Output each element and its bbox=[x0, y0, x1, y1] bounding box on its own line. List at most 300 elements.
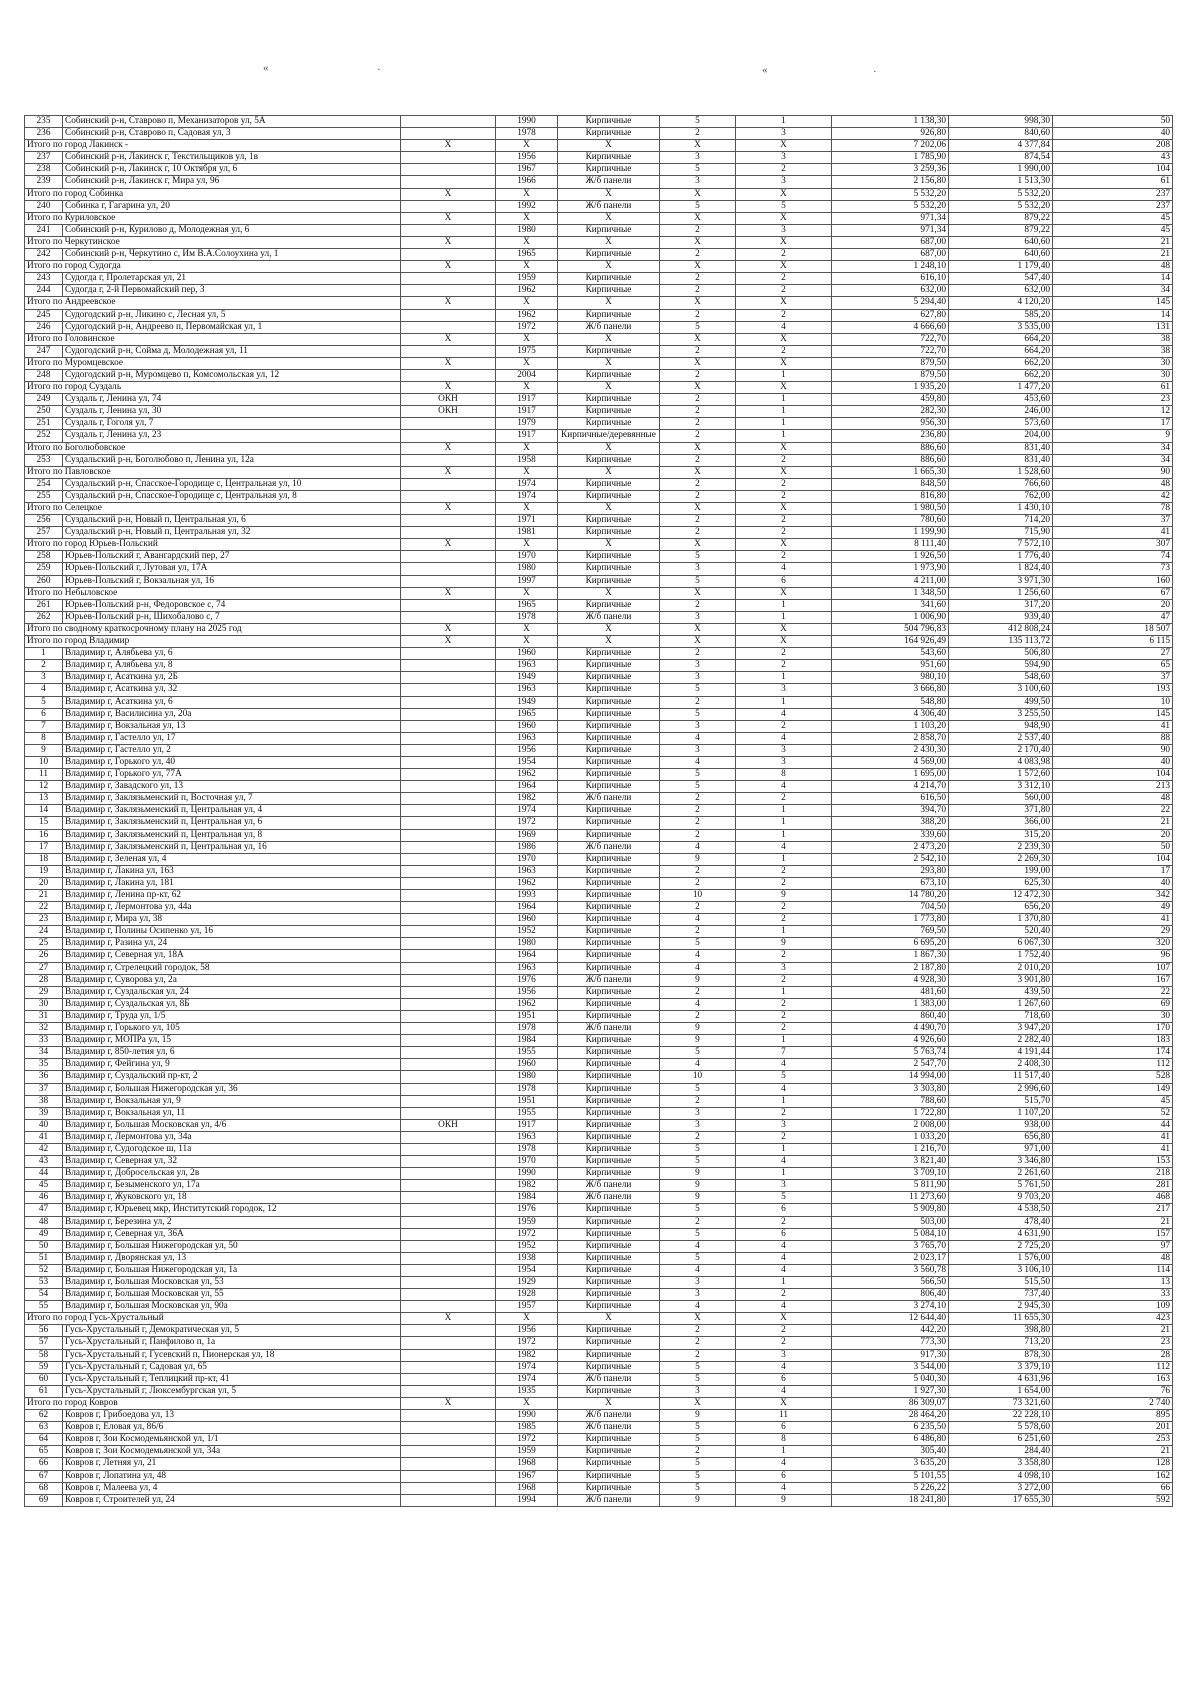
table-row bbox=[25, 756, 1173, 768]
table-cell: 183 bbox=[1053, 1035, 1173, 1047]
table-cell: 3 bbox=[660, 1277, 736, 1289]
subtotal-cell: X bbox=[736, 357, 832, 369]
table-cell: Кирпичные bbox=[558, 1385, 660, 1397]
subtotal-cell: X bbox=[558, 212, 660, 224]
table-cell: 33 bbox=[25, 1035, 63, 1047]
table-cell bbox=[401, 1264, 496, 1276]
table-cell: 2 bbox=[736, 1216, 832, 1228]
table-row bbox=[25, 1131, 1173, 1143]
subtotal-cell: X bbox=[660, 236, 736, 248]
table-row bbox=[25, 1023, 1173, 1035]
table-cell: 3 bbox=[660, 1119, 736, 1131]
subtotal-label: Итого по город Собинка bbox=[25, 188, 401, 200]
table-cell: 9 bbox=[736, 938, 832, 950]
table-cell: 5 bbox=[660, 769, 736, 781]
table-cell: 394,70 bbox=[832, 805, 949, 817]
table-cell: 2 bbox=[736, 1010, 832, 1022]
table-cell bbox=[401, 1482, 496, 1494]
table-row bbox=[25, 1349, 1173, 1361]
subtotal-cell: X bbox=[401, 297, 496, 309]
table-cell: 1928 bbox=[496, 1289, 558, 1301]
table-row bbox=[25, 877, 1173, 889]
subtotal-label: Итого по сводному краткосрочному плану на 2025 год bbox=[25, 623, 401, 635]
table-cell: 1972 bbox=[496, 1228, 558, 1240]
table-cell: 5 101,55 bbox=[832, 1470, 949, 1482]
table-cell: 886,60 bbox=[832, 454, 949, 466]
subtotal-cell: X bbox=[736, 236, 832, 248]
table-cell: 282,30 bbox=[832, 406, 949, 418]
table-cell: 49 bbox=[1053, 902, 1173, 914]
table-cell: 246,00 bbox=[949, 406, 1053, 418]
table-cell bbox=[401, 914, 496, 926]
table-row bbox=[25, 1277, 1173, 1289]
subtotal-cell: 90 bbox=[1053, 466, 1173, 478]
table-cell: Кирпичные bbox=[558, 1337, 660, 1349]
table-cell: Собинский р-н, Лакинск г, Мира ул, 96 bbox=[63, 176, 401, 188]
table-cell: 2 bbox=[660, 273, 736, 285]
table-cell: 656,20 bbox=[949, 902, 1053, 914]
table-cell: 3 971,30 bbox=[949, 575, 1053, 587]
table-cell: 260 bbox=[25, 575, 63, 587]
subtotal-cell: X bbox=[401, 357, 496, 369]
table-cell: 5 226,22 bbox=[832, 1482, 949, 1494]
table-row bbox=[25, 1446, 1173, 1458]
table-cell: 1954 bbox=[496, 756, 558, 768]
table-cell: Владимир г, Северная ул, 36А bbox=[63, 1228, 401, 1240]
table-cell: 1972 bbox=[496, 321, 558, 333]
table-cell bbox=[401, 1361, 496, 1373]
table-cell bbox=[401, 1470, 496, 1482]
table-cell: 662,20 bbox=[949, 369, 1053, 381]
table-cell: 30 bbox=[25, 998, 63, 1010]
table-row bbox=[25, 696, 1173, 708]
table-row bbox=[25, 902, 1173, 914]
table-cell: 3 bbox=[660, 720, 736, 732]
table-cell: 2 170,40 bbox=[949, 744, 1053, 756]
table-row bbox=[25, 1410, 1173, 1422]
table-cell: 1 033,20 bbox=[832, 1131, 949, 1143]
table-cell: 1966 bbox=[496, 176, 558, 188]
table-cell: 54 bbox=[25, 1289, 63, 1301]
table-cell: 5 bbox=[660, 200, 736, 212]
table-cell: Владимир г, Заклязьменский п, Восточная ул, 7 bbox=[63, 793, 401, 805]
subtotal-cell: X bbox=[736, 212, 832, 224]
table-cell: 998,30 bbox=[949, 116, 1053, 128]
table-cell: 7 bbox=[25, 720, 63, 732]
table-cell: Ковров г, Грибоедова ул, 13 bbox=[63, 1410, 401, 1422]
subtotal-row bbox=[25, 1397, 1173, 1409]
table-cell: 3 bbox=[736, 152, 832, 164]
table-cell: 1956 bbox=[496, 986, 558, 998]
table-cell: 2004 bbox=[496, 369, 558, 381]
table-cell: 21 bbox=[1053, 817, 1173, 829]
table-cell: 14 bbox=[1053, 309, 1173, 321]
table-cell: 6 bbox=[25, 708, 63, 720]
table-cell: 2 bbox=[736, 974, 832, 986]
table-cell bbox=[401, 1083, 496, 1095]
subtotal-row bbox=[25, 297, 1173, 309]
table-cell: 951,60 bbox=[832, 660, 949, 672]
table-cell: 239 bbox=[25, 176, 63, 188]
table-cell: 45 bbox=[25, 1180, 63, 1192]
subtotal-row bbox=[25, 236, 1173, 248]
table-cell: 1 383,00 bbox=[832, 998, 949, 1010]
table-cell: 9 bbox=[736, 1494, 832, 1506]
table-cell: 58 bbox=[25, 1349, 63, 1361]
table-cell: Кирпичные bbox=[558, 128, 660, 140]
table-cell: 1990 bbox=[496, 116, 558, 128]
subtotal-cell: X bbox=[496, 212, 558, 224]
table-cell: 2 bbox=[736, 478, 832, 490]
subtotal-row bbox=[25, 188, 1173, 200]
table-cell: Кирпичные bbox=[558, 684, 660, 696]
subtotal-cell: 135 113,72 bbox=[949, 636, 1053, 648]
table-cell: Юрьев-Польский р-н, Федоровское с, 74 bbox=[63, 599, 401, 611]
table-cell: Кирпичные bbox=[558, 1168, 660, 1180]
table-cell: 762,00 bbox=[949, 490, 1053, 502]
table-row bbox=[25, 176, 1173, 188]
table-cell: 1955 bbox=[496, 1107, 558, 1119]
table-cell: Ж/б панели bbox=[558, 1192, 660, 1204]
table-row bbox=[25, 1143, 1173, 1155]
table-cell: 1929 bbox=[496, 1277, 558, 1289]
table-cell: Кирпичные bbox=[558, 478, 660, 490]
subtotal-cell: 12 644,40 bbox=[832, 1313, 949, 1325]
table-cell: 5 bbox=[660, 1458, 736, 1470]
table-cell: 2 010,20 bbox=[949, 962, 1053, 974]
table-cell: 1954 bbox=[496, 1264, 558, 1276]
table-cell: 131 bbox=[1053, 321, 1173, 333]
table-cell: 3 259,36 bbox=[832, 164, 949, 176]
table-cell: 236 bbox=[25, 128, 63, 140]
subtotal-cell: 34 bbox=[1053, 442, 1173, 454]
table-cell bbox=[401, 708, 496, 720]
table-cell: 163 bbox=[1053, 1373, 1173, 1385]
table-cell: 2 bbox=[660, 454, 736, 466]
table-cell: Владимир г, Алябьева ул, 6 bbox=[63, 648, 401, 660]
table-cell: 548,60 bbox=[949, 672, 1053, 684]
table-cell: 1984 bbox=[496, 1192, 558, 1204]
table-cell: 243 bbox=[25, 273, 63, 285]
table-cell bbox=[401, 1192, 496, 1204]
table-cell: 3 544,00 bbox=[832, 1361, 949, 1373]
table-cell: 52 bbox=[1053, 1107, 1173, 1119]
table-cell bbox=[401, 309, 496, 321]
table-cell: 251 bbox=[25, 418, 63, 430]
table-cell: 19 bbox=[25, 865, 63, 877]
table-row bbox=[25, 1216, 1173, 1228]
table-cell: 9 bbox=[660, 974, 736, 986]
table-cell: 2 bbox=[660, 515, 736, 527]
table-cell: 1965 bbox=[496, 599, 558, 611]
subtotal-cell: 1 256,60 bbox=[949, 587, 1053, 599]
table-cell: 1949 bbox=[496, 696, 558, 708]
table-row bbox=[25, 152, 1173, 164]
table-cell: Кирпичные bbox=[558, 1264, 660, 1276]
subtotal-cell: 722,70 bbox=[832, 333, 949, 345]
table-cell: 769,50 bbox=[832, 926, 949, 938]
table-cell: 76 bbox=[1053, 1385, 1173, 1397]
table-cell: 3 bbox=[25, 672, 63, 684]
table-cell bbox=[401, 793, 496, 805]
table-cell: Кирпичные bbox=[558, 394, 660, 406]
table-cell: 6 bbox=[736, 1204, 832, 1216]
table-cell bbox=[401, 1434, 496, 1446]
table-cell: 2 858,70 bbox=[832, 732, 949, 744]
table-row bbox=[25, 394, 1173, 406]
table-cell: 773,30 bbox=[832, 1337, 949, 1349]
table-cell: 25 bbox=[25, 938, 63, 950]
table-cell: 1 572,60 bbox=[949, 769, 1053, 781]
subtotal-label: Итого по Селецкое bbox=[25, 503, 401, 515]
table-row bbox=[25, 865, 1173, 877]
table-cell: 1968 bbox=[496, 1458, 558, 1470]
table-cell: 1993 bbox=[496, 890, 558, 902]
table-cell: Владимир г, Заклязьменский п, Центральная ул, 6 bbox=[63, 817, 401, 829]
table-row bbox=[25, 454, 1173, 466]
table-cell: 481,60 bbox=[832, 986, 949, 998]
table-row bbox=[25, 1071, 1173, 1083]
table-cell: 1978 bbox=[496, 1143, 558, 1155]
table-row bbox=[25, 829, 1173, 841]
table-cell: 3 bbox=[736, 962, 832, 974]
table-cell: 4 bbox=[736, 1083, 832, 1095]
table-cell: 4 bbox=[660, 962, 736, 974]
table-row bbox=[25, 611, 1173, 623]
table-cell: 1960 bbox=[496, 1059, 558, 1071]
table-cell: 14 bbox=[1053, 273, 1173, 285]
table-cell: 2 bbox=[660, 793, 736, 805]
table-cell bbox=[401, 1289, 496, 1301]
table-row bbox=[25, 926, 1173, 938]
table-cell: Владимир г, Суздальский пр-кт, 2 bbox=[63, 1071, 401, 1083]
table-cell: 1978 bbox=[496, 1023, 558, 1035]
table-cell: 6 bbox=[736, 1470, 832, 1482]
table-cell bbox=[401, 974, 496, 986]
table-cell: 1980 bbox=[496, 938, 558, 950]
table-cell: 3 bbox=[660, 563, 736, 575]
table-cell: 616,10 bbox=[832, 273, 949, 285]
table-cell: 1990 bbox=[496, 1410, 558, 1422]
subtotal-cell: X bbox=[660, 466, 736, 478]
table-cell: 114 bbox=[1053, 1264, 1173, 1276]
subtotal-cell: 38 bbox=[1053, 333, 1173, 345]
table-cell: 1978 bbox=[496, 128, 558, 140]
table-cell: 1 bbox=[736, 430, 832, 442]
table-cell: Кирпичные bbox=[558, 1216, 660, 1228]
table-cell: Владимир г, Лакина ул, 181 bbox=[63, 877, 401, 889]
subtotal-label: Итого по город Суздаль bbox=[25, 382, 401, 394]
table-cell: 5 084,10 bbox=[832, 1228, 949, 1240]
table-cell: 2 547,70 bbox=[832, 1059, 949, 1071]
subtotal-cell: X bbox=[736, 636, 832, 648]
table-cell: Кирпичные bbox=[558, 986, 660, 998]
table-cell: 2 542,10 bbox=[832, 853, 949, 865]
subtotal-cell: X bbox=[401, 1313, 496, 1325]
table-cell: 5 bbox=[660, 1361, 736, 1373]
table-cell: 21 bbox=[1053, 249, 1173, 261]
table-cell: 5 811,90 bbox=[832, 1180, 949, 1192]
table-cell: 2 239,30 bbox=[949, 841, 1053, 853]
table-cell: 1970 bbox=[496, 853, 558, 865]
table-cell: 2 bbox=[660, 696, 736, 708]
table-cell: 250 bbox=[25, 406, 63, 418]
subtotal-cell: X bbox=[660, 140, 736, 152]
table-cell: 61 bbox=[1053, 176, 1173, 188]
table-cell: 1980 bbox=[496, 1071, 558, 1083]
table-cell: 17 bbox=[1053, 865, 1173, 877]
table-cell: 9 bbox=[25, 744, 63, 756]
table-cell: 2 bbox=[736, 648, 832, 660]
table-cell: 2 bbox=[736, 998, 832, 1010]
table-cell bbox=[401, 1277, 496, 1289]
table-cell: 107 bbox=[1053, 962, 1173, 974]
subtotal-cell: X bbox=[736, 623, 832, 635]
table-cell: 5 bbox=[660, 708, 736, 720]
table-cell: 1949 bbox=[496, 672, 558, 684]
page-mark: « bbox=[762, 64, 768, 76]
table-row bbox=[25, 1337, 1173, 1349]
table-cell: 5 bbox=[660, 1143, 736, 1155]
table-cell: Владимир г, Асаткина ул, 6 bbox=[63, 696, 401, 708]
table-cell bbox=[401, 224, 496, 236]
table-cell: 713,20 bbox=[949, 1337, 1053, 1349]
subtotal-cell: X bbox=[496, 140, 558, 152]
table-cell: 104 bbox=[1053, 164, 1173, 176]
subtotal-cell: X bbox=[736, 442, 832, 454]
table-cell: 320 bbox=[1053, 938, 1173, 950]
table-cell: 3 bbox=[660, 611, 736, 623]
table-cell: 2 bbox=[736, 454, 832, 466]
subtotal-cell: 662,20 bbox=[949, 357, 1053, 369]
table-cell: 167 bbox=[1053, 974, 1173, 986]
table-cell: 5 bbox=[736, 200, 832, 212]
table-cell: 4 083,98 bbox=[949, 756, 1053, 768]
table-cell: 2 bbox=[660, 418, 736, 430]
table-cell bbox=[401, 672, 496, 684]
table-cell: 4 191,44 bbox=[949, 1047, 1053, 1059]
table-cell: 3 bbox=[736, 684, 832, 696]
table-cell bbox=[401, 648, 496, 660]
subtotal-cell: 664,20 bbox=[949, 333, 1053, 345]
table-row bbox=[25, 1301, 1173, 1313]
table-cell bbox=[401, 1180, 496, 1192]
table-cell: 1 bbox=[736, 986, 832, 998]
table-cell: 341,60 bbox=[832, 599, 949, 611]
table-cell: 4 538,50 bbox=[949, 1204, 1053, 1216]
table-cell: 1 927,30 bbox=[832, 1385, 949, 1397]
subtotal-label: Итого по город Ковров bbox=[25, 1397, 401, 1409]
table-row bbox=[25, 1059, 1173, 1071]
table-cell: Гусь-Хрустальный г, Теплицкий пр-кт, 41 bbox=[63, 1373, 401, 1385]
table-cell: 4 bbox=[736, 1240, 832, 1252]
table-cell: 174 bbox=[1053, 1047, 1173, 1059]
table-cell: 4 211,00 bbox=[832, 575, 949, 587]
table-cell: Ковров г, Зои Космодемьянской ул, 1/1 bbox=[63, 1434, 401, 1446]
table-cell: 1935 bbox=[496, 1385, 558, 1397]
subtotal-cell: X bbox=[660, 623, 736, 635]
table-cell bbox=[401, 1410, 496, 1422]
table-cell: 1 bbox=[736, 1035, 832, 1047]
table-cell: 1980 bbox=[496, 224, 558, 236]
subtotal-row bbox=[25, 382, 1173, 394]
subtotal-cell: X bbox=[496, 1313, 558, 1325]
subtotal-cell: X bbox=[660, 539, 736, 551]
table-cell: Кирпичные bbox=[558, 1446, 660, 1458]
table-cell: Владимир г, Завадского ул, 13 bbox=[63, 781, 401, 793]
table-cell: 478,40 bbox=[949, 1216, 1053, 1228]
table-cell: 6 067,30 bbox=[949, 938, 1053, 950]
table-cell: 1 bbox=[736, 672, 832, 684]
table-cell bbox=[401, 273, 496, 285]
table-cell: 5 532,20 bbox=[949, 200, 1053, 212]
subtotal-row bbox=[25, 442, 1173, 454]
table-cell: 1967 bbox=[496, 164, 558, 176]
table-cell: 625,30 bbox=[949, 877, 1053, 889]
table-cell: 9 bbox=[660, 1023, 736, 1035]
table-cell: 1968 bbox=[496, 1482, 558, 1494]
table-cell: 3 bbox=[736, 224, 832, 236]
table-cell: 3 bbox=[660, 744, 736, 756]
table-cell: 2 725,20 bbox=[949, 1240, 1053, 1252]
table-cell: 253 bbox=[25, 454, 63, 466]
table-cell: Владимир г, Разина ул, 24 bbox=[63, 938, 401, 950]
subtotal-cell: 640,60 bbox=[949, 236, 1053, 248]
subtotal-cell: 971,34 bbox=[832, 212, 949, 224]
table-cell bbox=[401, 249, 496, 261]
table-cell: 1 576,00 bbox=[949, 1252, 1053, 1264]
table-row bbox=[25, 744, 1173, 756]
table-cell: 664,20 bbox=[949, 345, 1053, 357]
table-cell: 4 bbox=[660, 1240, 736, 1252]
table-cell: 780,60 bbox=[832, 515, 949, 527]
table-cell: Кирпичные bbox=[558, 817, 660, 829]
table-cell: 2 bbox=[736, 793, 832, 805]
table-cell: 4 bbox=[736, 1301, 832, 1313]
table-cell: 20 bbox=[1053, 599, 1173, 611]
subtotal-cell: 1 935,20 bbox=[832, 382, 949, 394]
table-cell: Кирпичные bbox=[558, 369, 660, 381]
table-cell: 2 bbox=[660, 309, 736, 321]
table-cell: Владимир г, Большая Московская ул, 4/6 bbox=[63, 1119, 401, 1131]
table-cell: 2 bbox=[660, 902, 736, 914]
table-cell: 305,40 bbox=[832, 1446, 949, 1458]
table-cell: 2 bbox=[660, 1349, 736, 1361]
subtotal-cell: X bbox=[401, 140, 496, 152]
table-row bbox=[25, 769, 1173, 781]
subtotal-cell: X bbox=[496, 333, 558, 345]
table-cell: 948,90 bbox=[949, 720, 1053, 732]
table-cell: Кирпичные bbox=[558, 926, 660, 938]
table-cell bbox=[401, 478, 496, 490]
table-cell: 1 199,90 bbox=[832, 527, 949, 539]
table-cell: 1964 bbox=[496, 781, 558, 793]
table-cell: 204,00 bbox=[949, 430, 1053, 442]
table-cell: 46 bbox=[25, 1192, 63, 1204]
subtotal-cell: 237 bbox=[1053, 188, 1173, 200]
table-cell: Владимир г, Василисина ул, 20а bbox=[63, 708, 401, 720]
table-cell: 4 666,60 bbox=[832, 321, 949, 333]
subtotal-cell: X bbox=[660, 587, 736, 599]
table-cell: 453,60 bbox=[949, 394, 1053, 406]
subtotal-cell: X bbox=[558, 623, 660, 635]
table-cell: 258 bbox=[25, 551, 63, 563]
table-cell: Ковров г, Строителей ул, 24 bbox=[63, 1494, 401, 1506]
table-cell: Владимир г, МОПРа ул, 15 bbox=[63, 1035, 401, 1047]
subtotal-cell: X bbox=[401, 236, 496, 248]
table-cell: 4 bbox=[660, 1264, 736, 1276]
table-cell: Кирпичные bbox=[558, 829, 660, 841]
